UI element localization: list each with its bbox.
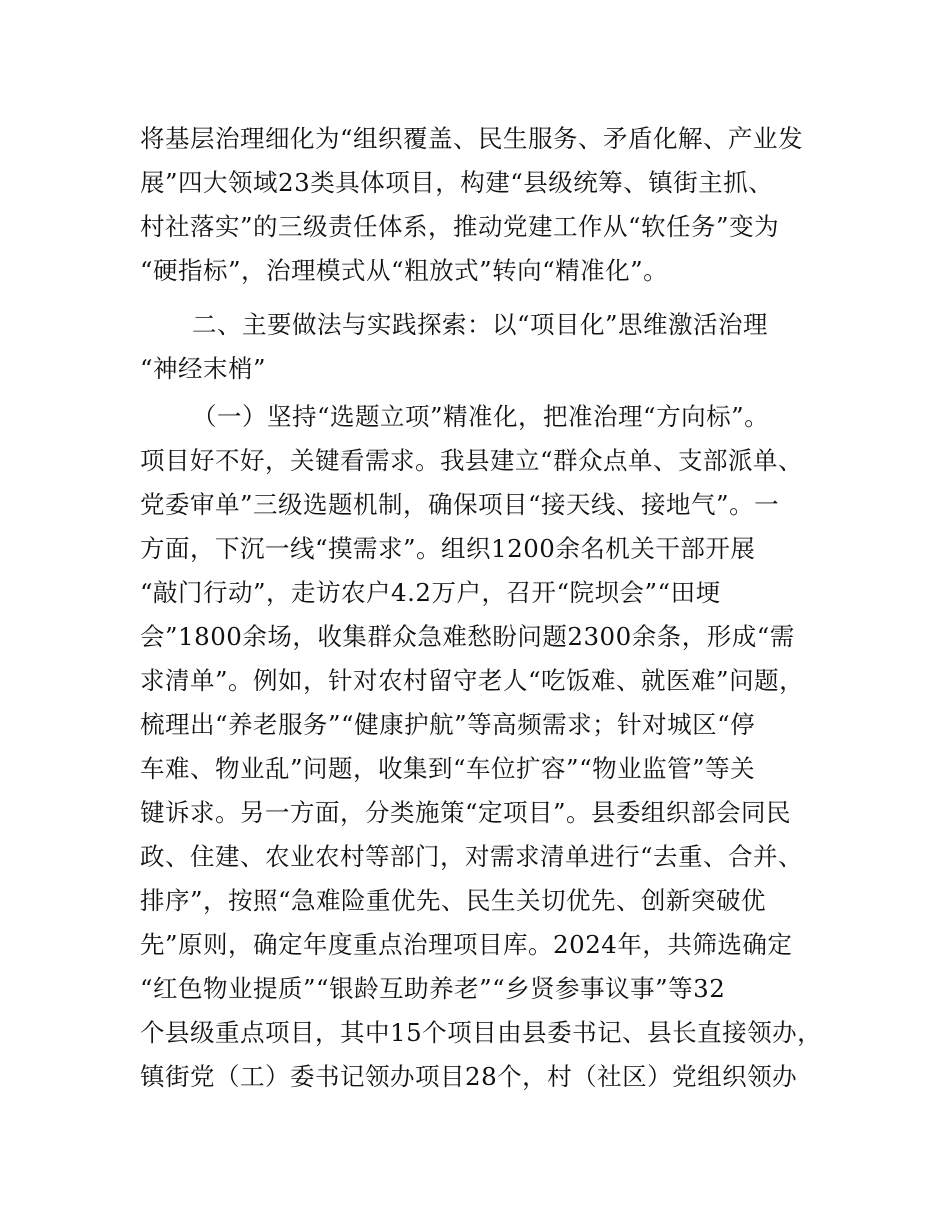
- text-line: 政、住建、农业农村等部门，对需求清单进行“去重、合并、: [140, 842, 804, 871]
- paragraph-project-scope: [140, 117, 830, 293]
- text-line: 键诉求。另一方面，分类施策“定项目”。县委组织部会同民: [140, 798, 792, 827]
- text-line: 方面，下沉一线“摸需求”。组织1200余名机关干部开展: [140, 534, 756, 563]
- text-line: 将基层治理细化为“组织覆盖、民生服务、矛盾化解、产业发: [140, 124, 804, 153]
- paragraph-topic-selection: [140, 395, 830, 1099]
- text-line: 村社落实”的三级责任体系，推动党建工作从“软任务”变为: [140, 212, 780, 241]
- text-line: 排序”，按照“急难险重优先、民生关切优先、创新突破优: [140, 886, 767, 915]
- text-line: “红色物业提质”“银龄互助养老”“乡贤参事议事”等32: [140, 974, 726, 1003]
- heading-line: 二、主要做法与实践探索：以“项目化”思维激活治理: [192, 310, 769, 339]
- section-heading-main-practices: [140, 303, 830, 391]
- text-line: 党委审单”三级选题机制，确保项目“接天线、接地气”。一: [140, 490, 780, 519]
- text-line: “硬指标”，治理模式从“粗放式”转向“精准化”。: [140, 256, 669, 285]
- text-line: 会”1800余场，收集群众急难愁盼问题2300余条，形成“需: [140, 622, 795, 651]
- text-line: 先”原则，确定年度重点治理项目库。2024年，共筛选确定: [140, 930, 793, 959]
- text-line: 车难、物业乱”问题，收集到“车位扩容”“物业监管”等关: [140, 754, 756, 783]
- text-line: （一）坚持“选题立项”精准化，把准治理“方向标”。: [192, 402, 770, 431]
- text-line: 镇街党（工）委书记领办项目28个，村（社区）党组织领办: [140, 1062, 798, 1091]
- text-line: 个县级重点项目，其中15个项目由县委书记、县长直接领办，: [140, 1018, 823, 1047]
- text-line: 展”四大领域23类具体项目，构建“县级统筹、镇街主抓、: [140, 168, 774, 197]
- text-line: “敲门行动”，走访农户4.2万户，召开“院坝会”“田埂: [140, 578, 721, 607]
- text-line: 项目好不好，关键看需求。我县建立“群众点单、支部派单、: [140, 446, 804, 475]
- text-line: 求清单”。例如，针对农村留守老人“吃饭难、就医难”问题，: [140, 666, 805, 695]
- heading-line: “神经末梢”: [140, 354, 267, 383]
- text-line: 梳理出“养老服务”“健康护航”等高频需求；针对城区“停: [140, 710, 756, 739]
